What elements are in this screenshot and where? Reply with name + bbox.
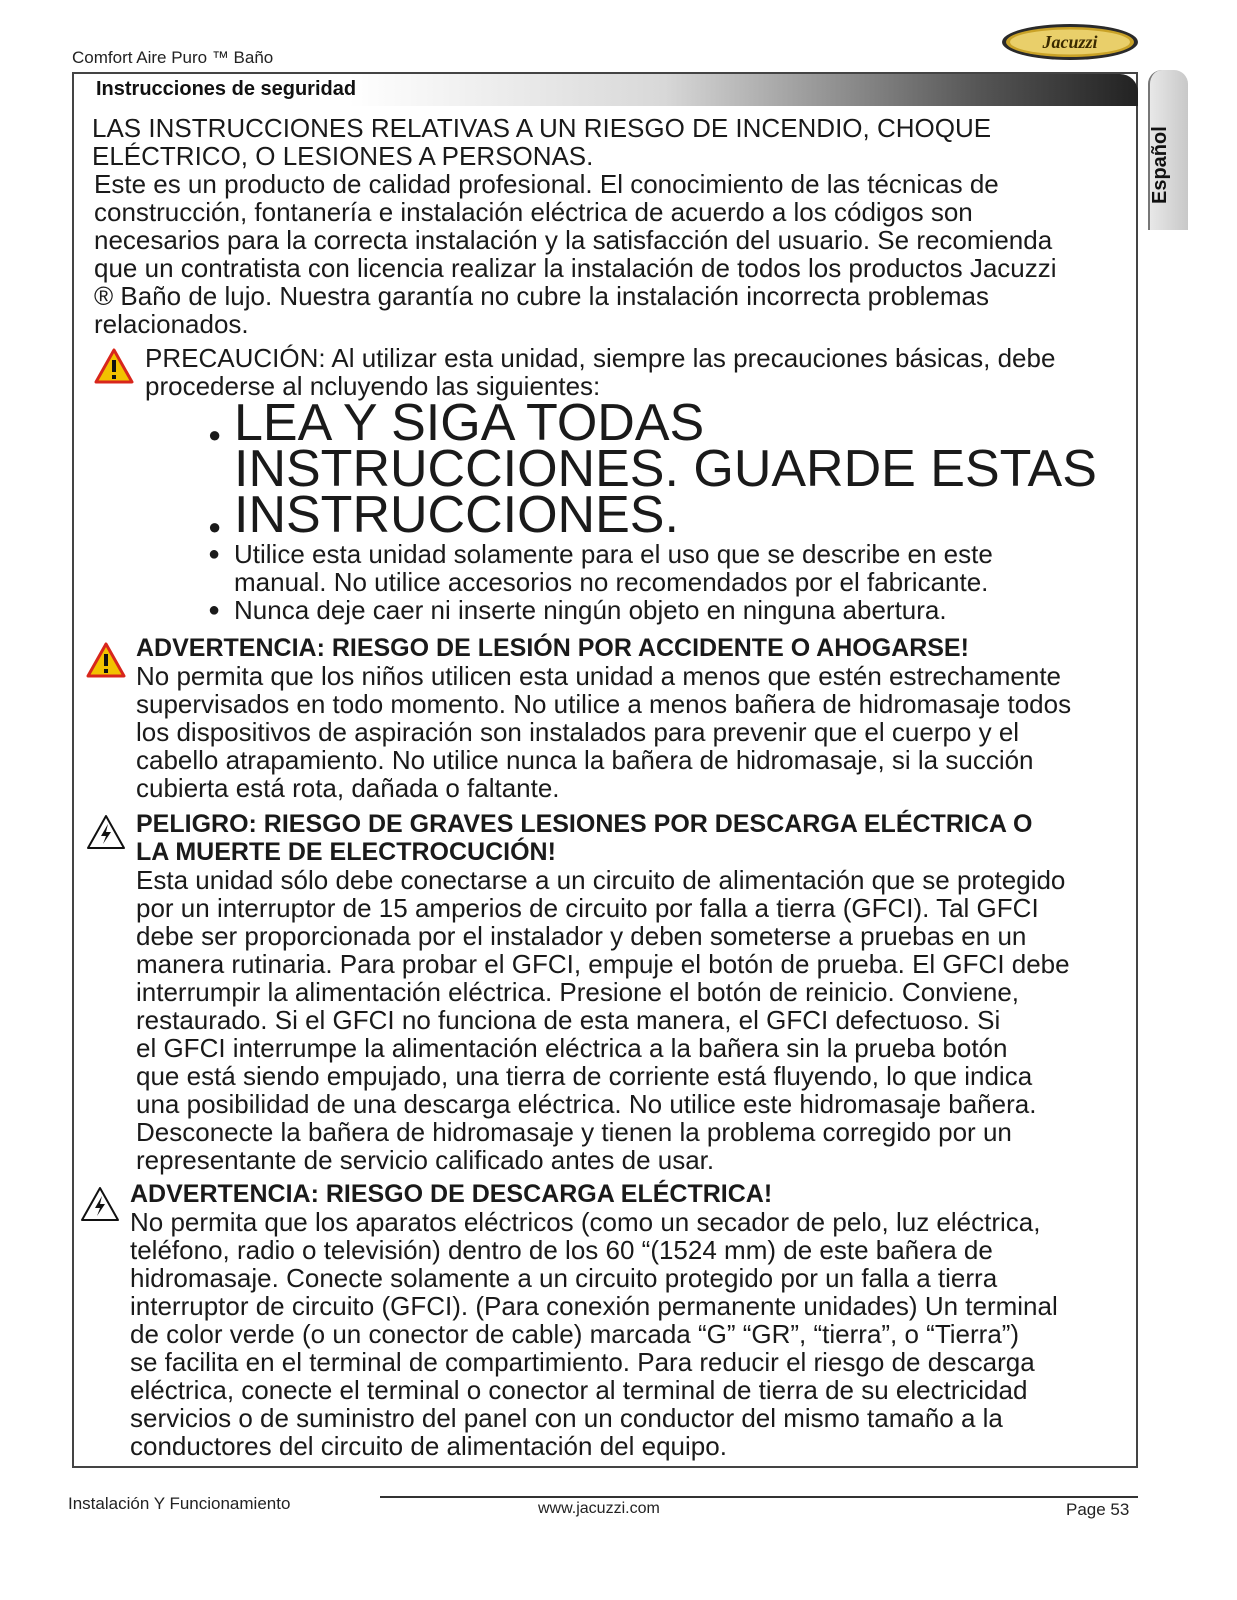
danger-title-line: PELIGRO: RIESGO DE GRAVES LESIONES POR DESCARGA ELÉCTRICA O bbox=[136, 810, 1033, 838]
intro-body-line: relacionados. bbox=[94, 309, 249, 339]
danger-line: por un interruptor de 15 amperios de circuito por falla a tierra (GFCI). Tal GFCI bbox=[136, 893, 1039, 923]
bullet-dot: ● bbox=[208, 599, 221, 621]
caution-text bbox=[145, 344, 1055, 400]
danger-line: restaurado. Si el GFCI no funciona de esta manera, el GFCI defectuoso. Si bbox=[136, 1005, 1001, 1035]
electric-hazard-icon bbox=[86, 814, 126, 850]
danger-line: debe ser proporcionada por el instalador y deben someterse a pruebas en un bbox=[136, 921, 1027, 951]
bullet-dot: ● bbox=[208, 422, 222, 447]
warning2-line: servicios o de suministro del panel con un conductor del mismo tamaño a la bbox=[130, 1403, 1003, 1433]
language-tab-label: Español bbox=[1149, 126, 1171, 204]
page-number: Page 53 bbox=[1066, 1500, 1130, 1519]
warning2-title: ADVERTENCIA: RIESGO DE DESCARGA ELÉCTRICA! bbox=[130, 1180, 773, 1208]
warning-triangle-icon bbox=[86, 642, 126, 678]
intro-body-line: necesarios para la correcta instalación y la satisfacción del usuario. Se recomienda bbox=[94, 225, 1053, 255]
danger-line: el GFCI interrumpe la alimentación eléctrica a la bañera sin la prueba botón bbox=[136, 1033, 1008, 1063]
danger-body bbox=[136, 866, 1070, 1174]
warning1-title: ADVERTENCIA: RIESGO DE LESIÓN POR ACCIDENTE O AHOGARSE! bbox=[136, 634, 969, 662]
warning2-line: se facilita en el terminal de compartimiento. Para reducir el riesgo de descarga bbox=[130, 1347, 1035, 1377]
warning1-line: cubierta está rota, dañada o faltante. bbox=[136, 773, 560, 803]
warning1-line: cabello atrapamiento. No utilice nunca la bañera de hidromasaje, si la succión bbox=[136, 745, 1034, 775]
section-title: Instrucciones de seguridad bbox=[96, 78, 357, 100]
bullet-dot: ● bbox=[208, 543, 221, 565]
danger-line: Desconecte la bañera de hidromasaje y tienen la problema corregido por un bbox=[136, 1117, 1012, 1147]
warning2-line: eléctrica, conecte el terminal o conector al terminal de tierra de su electricidad bbox=[130, 1375, 1028, 1405]
caution-line: procederse al ncluyendo las siguientes: bbox=[145, 371, 601, 401]
danger-line: manera rutinaria. Para probar el GFCI, empuje el botón de prueba. El GFCI debe bbox=[136, 949, 1070, 979]
big-instruction-line: LEA Y SIGA TODAS bbox=[234, 394, 705, 452]
warning2-body bbox=[130, 1208, 1058, 1460]
danger-line: interrumpir la alimentación eléctrica. Presione el botón de reinicio. Conviene, bbox=[136, 977, 1020, 1007]
intro-body-line: que un contratista con licencia realizar la instalación de todos los productos Jacuzzi bbox=[94, 253, 1057, 283]
big-instruction-line: INSTRUCCIONES. bbox=[234, 486, 679, 544]
danger-line: representante de servicio calificado antes de usar. bbox=[136, 1145, 715, 1175]
warning2-line: teléfono, radio o televisión) dentro de los 60 “(1524 mm) de este bañera de bbox=[130, 1235, 993, 1265]
caution-bullets bbox=[208, 540, 993, 624]
intro-heading-line: ELÉCTRICO, O LESIONES A PERSONAS. bbox=[92, 141, 594, 171]
bullet-line: Utilice esta unidad solamente para el uso que se describe en este bbox=[234, 539, 993, 569]
bullet-line: Nunca deje caer ni inserte ningún objeto en ninguna abertura. bbox=[234, 595, 947, 625]
warning1-line: los dispositivos de aspiración son instalados para prevenir que el cuerpo y el bbox=[136, 717, 1020, 747]
caution-big-instructions bbox=[208, 394, 1138, 544]
warning1-line: No permita que los niños utilicen esta unidad a menos que estén estrechamente bbox=[136, 661, 1062, 691]
caution-line: PRECAUCIÓN: Al utilizar esta unidad, siempre las precauciones básicas, debe bbox=[145, 343, 1056, 373]
bullet-item bbox=[208, 540, 993, 596]
intro-body-line: ® Baño de lujo. Nuestra garantía no cubre la instalación incorrecta problemas bbox=[94, 281, 989, 311]
intro-heading bbox=[92, 114, 991, 170]
svg-text:Jacuzzi: Jacuzzi bbox=[1042, 32, 1098, 52]
warning-triangle-icon bbox=[94, 348, 134, 384]
footer-manual-title: Instalación Y Funcionamiento bbox=[68, 1494, 291, 1513]
intro-body-line: construcción, fontanería e instalación eléctrica de acuerdo a los códigos son bbox=[94, 197, 973, 227]
danger-title bbox=[136, 810, 1032, 866]
warning1-line: supervisados en todo momento. No utilice a menos bañera de hidromasaje todos bbox=[136, 689, 1072, 719]
danger-line: que está siendo empujado, una tierra de corriente está fluyendo, lo que indica bbox=[136, 1061, 1033, 1091]
footer-website-link[interactable]: www.jacuzzi.com bbox=[538, 1500, 660, 1517]
warning2-line: de color verde (o un conector de cable) marcada “G” “GR”, “tierra”, o “Tierra”) bbox=[130, 1319, 1020, 1349]
warning2-line: No permita que los aparatos eléctricos (como un secador de pelo, luz eléctrica, bbox=[130, 1207, 1041, 1237]
intro-heading-line: LAS INSTRUCCIONES RELATIVAS A UN RIESGO DE INCENDIO, CHOQUE bbox=[92, 113, 992, 143]
header-product-name: Comfort Aire Puro ™ Baño bbox=[72, 48, 274, 67]
bullet-dot: ● bbox=[208, 514, 222, 539]
danger-title-line: LA MUERTE DE ELECTROCUCIÓN! bbox=[136, 838, 556, 866]
intro-body-line: Este es un producto de calidad profesional. El conocimiento de las técnicas de bbox=[94, 169, 999, 199]
warning1-body bbox=[136, 662, 1071, 802]
warning2-line: interruptor de circuito (GFCI). (Para conexión permanente unidades) Un terminal bbox=[130, 1291, 1058, 1321]
electric-hazard-icon bbox=[80, 1186, 120, 1222]
jacuzzi-logo bbox=[1000, 22, 1140, 62]
danger-line: una posibilidad de una descarga eléctrica. No utilice este hidromasaje bañera. bbox=[136, 1089, 1037, 1119]
warning2-line: hidromasaje. Conecte solamente a un circuito protegido por un falla a tierra bbox=[130, 1263, 998, 1293]
bullet-item bbox=[208, 596, 993, 624]
warning2-line: conductores del circuito de alimentación del equipo. bbox=[130, 1431, 727, 1461]
big-instruction-line: INSTRUCCIONES. GUARDE ESTAS bbox=[234, 440, 1097, 498]
bullet-line: manual. No utilice accesorios no recomendados por el fabricante. bbox=[234, 567, 989, 597]
danger-line: Esta unidad sólo debe conectarse a un circuito de alimentación que se protegido bbox=[136, 865, 1066, 895]
intro-body bbox=[94, 170, 1057, 338]
